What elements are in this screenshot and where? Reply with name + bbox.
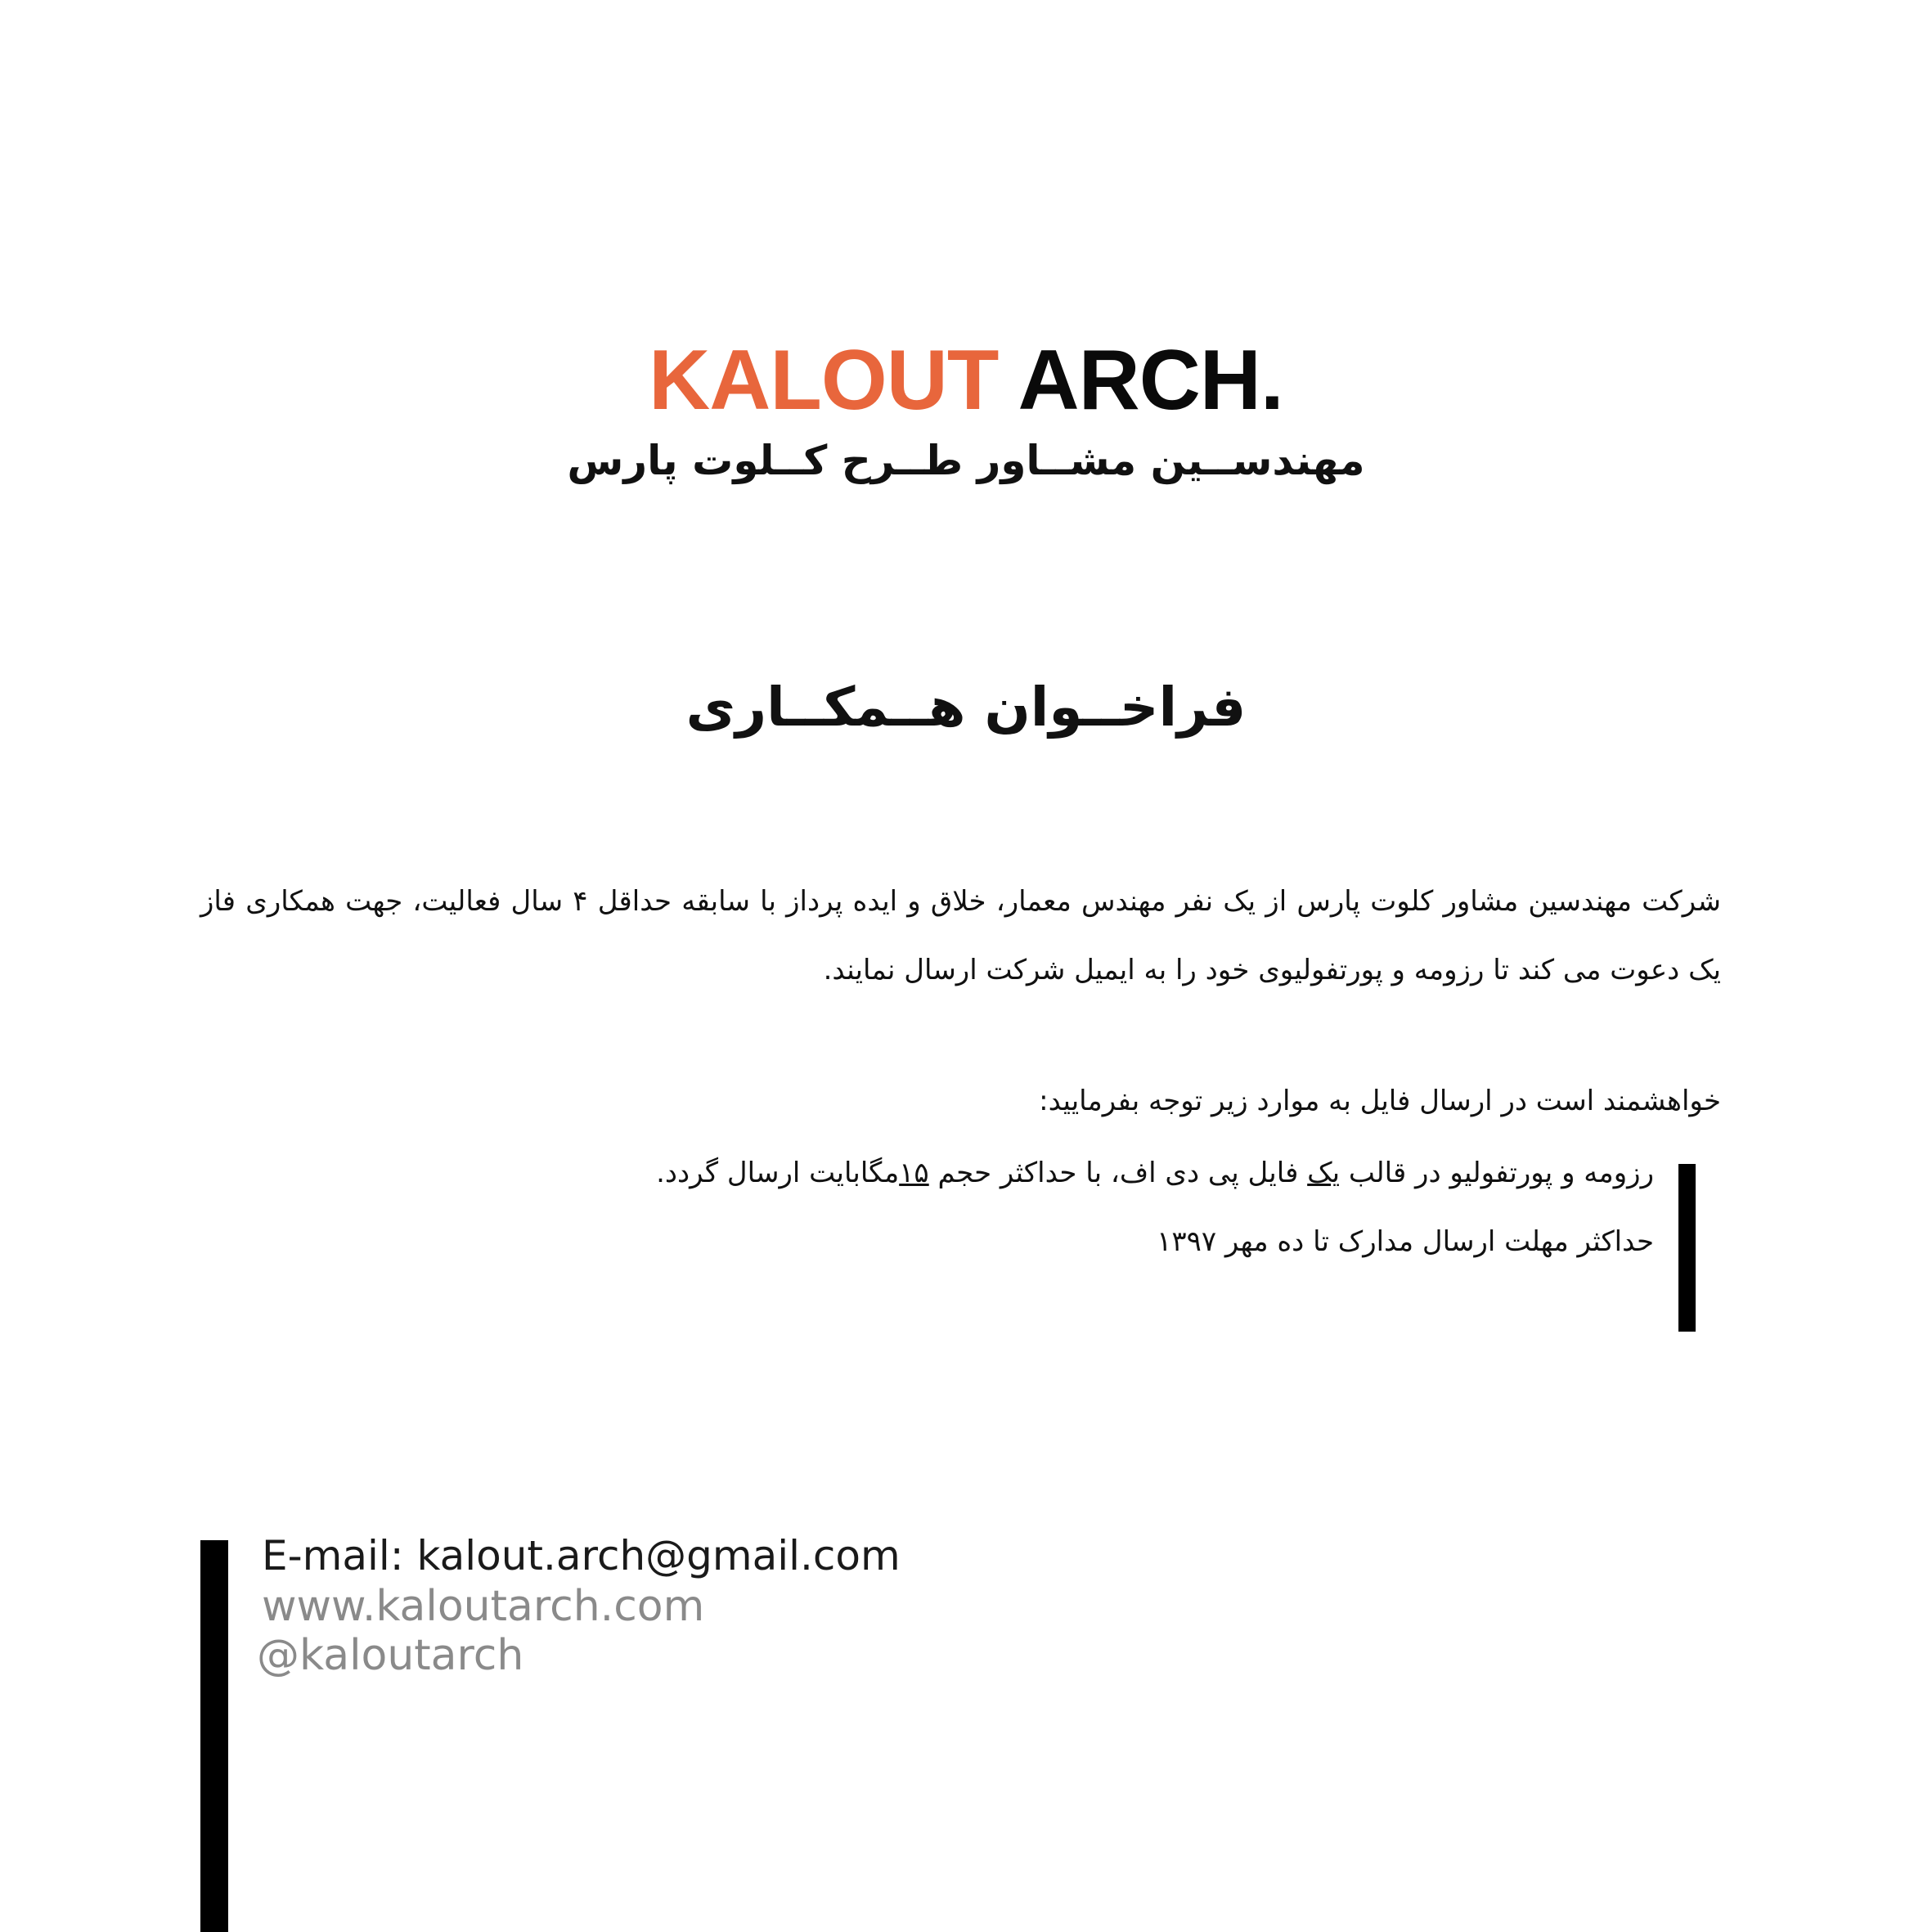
contact-social-handle[interactable]: @kaloutarch <box>257 1631 524 1680</box>
requirement-text-start: رزومه و پورتفولیو در قالب <box>1348 1157 1654 1189</box>
contact-block <box>257 1530 901 1680</box>
request-notice: خواهشمند است در ارسال فایل به موارد زیر توجه بفرمایید: <box>1039 1085 1721 1117</box>
requirements-accent-bar <box>1678 1164 1696 1332</box>
page-heading: فراخــوان هــمکــاری <box>685 676 1247 739</box>
logo-suffix-word: ARCH. <box>1018 333 1283 428</box>
requirement-emphasis-one: یک <box>1307 1157 1341 1189</box>
contact-website[interactable]: www.kaloutarch.com <box>262 1582 705 1631</box>
requirement-item-file-format <box>656 1139 1654 1207</box>
requirement-text-end: مگابایت ارسال گردد. <box>656 1157 900 1189</box>
contact-email[interactable]: E-mail: kalout.arch@gmail.com <box>262 1532 901 1579</box>
requirements-list <box>656 1139 1654 1276</box>
logo-brand-word: KALOUT <box>649 333 999 428</box>
contact-accent-bar <box>200 1540 228 1932</box>
company-subtitle: مهندســین مشــاور طــرح کــلوت پارس <box>567 437 1365 484</box>
company-logo <box>0 327 1932 434</box>
requirement-text-middle: فایل پی دی اف، با حداکثر حجم <box>937 1157 1299 1189</box>
requirement-emphasis-size: ۱۵ <box>899 1157 929 1189</box>
requirement-item-deadline: حداکثر مهلت ارسال مدارک تا ده مهر ۱۳۹۷ <box>1157 1225 1654 1258</box>
announcement-paragraph: شرکت مهندسین مشاور کلوت پارس از یک نفر مهندس معمار، خلاق و ایده پرداز با سابقه حداقل ۴ سال فعالیت، جهت همکاری فاز یک دعوت می کند تا رزومه و پورتفولیوی خود را به ایمیل شرکت ارسال نمایند. <box>200 885 1721 986</box>
